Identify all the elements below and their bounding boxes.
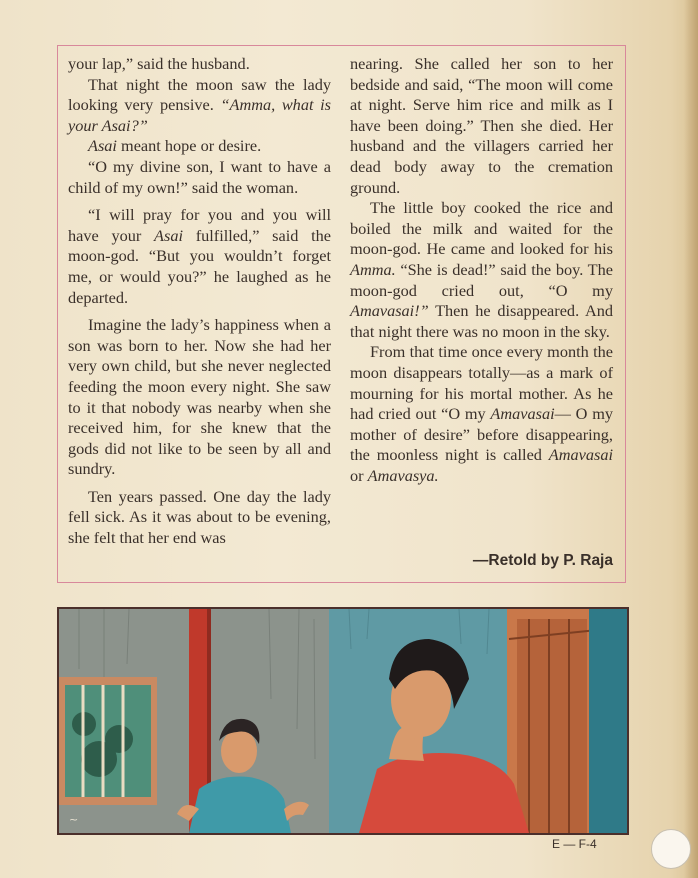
library-stamp-icon [651,829,691,869]
artist-signature-icon: ~ [69,813,79,826]
story-text-frame [57,45,626,583]
page-spine-shadow [684,0,698,878]
paragraph: Ten years passed. One day the lady fell sick. As it was about to be evening, she felt that her end was [68,486,331,548]
paragraph: The little boy cooked the rice and boiled the milk and waited for the moon-god. He came and looked for his Amma. “She is dead!” said the boy. The moon-god cried out, “O my Amavasai!” Then he disappeared. And that night there was no moon in the sky. [350,198,613,341]
mother-son-scene-icon [59,609,627,833]
paragraph: Asai meant hope or desire. [88,136,262,156]
paragraph: your lap,” said the husband. [68,54,250,73]
story-illustration [57,607,629,835]
paragraph: nearing. She called her son to her bedside and said, “The moon will come at night. Serve him rice and milk as I have been doing.” Then she died. Her husband and the villagers carried her dead body away to the cremation ground. [350,54,613,197]
right-text-column [350,54,613,486]
paragraph: Imagine the lady’s happiness when a son was born to her. Now she had her very own child, but she never neglected feeding the moon every night. She saw to it that nobody was nearby when she received him, for she knew that the gods did not like to be seen by all and sundry. [68,315,331,479]
page-code: E — F-4 [552,837,597,851]
paragraph: “I will pray for you and you will have your Asai fulfilled,” said the moon-god. “But you wouldn’t forget me, or would you?” he laughed as he departed. [68,205,332,307]
author-byline: —Retold by P. Raja [472,552,613,569]
paragraph: That night the moon saw the lady looking very pensive. “Amma, what is your Asai?” [68,74,331,135]
paragraph: “O my divine son, I want to have a child of my own!” said the woman. [68,156,331,197]
left-text-column [68,54,331,549]
paragraph: From that time once every month the moon disappears totally—as a mark of mourning for his mortal mother. As he had cried out “O my Amavasai— O my mother of desire” before disappearing, the moonless night is called Amavasai or Amavasya. [350,342,613,485]
